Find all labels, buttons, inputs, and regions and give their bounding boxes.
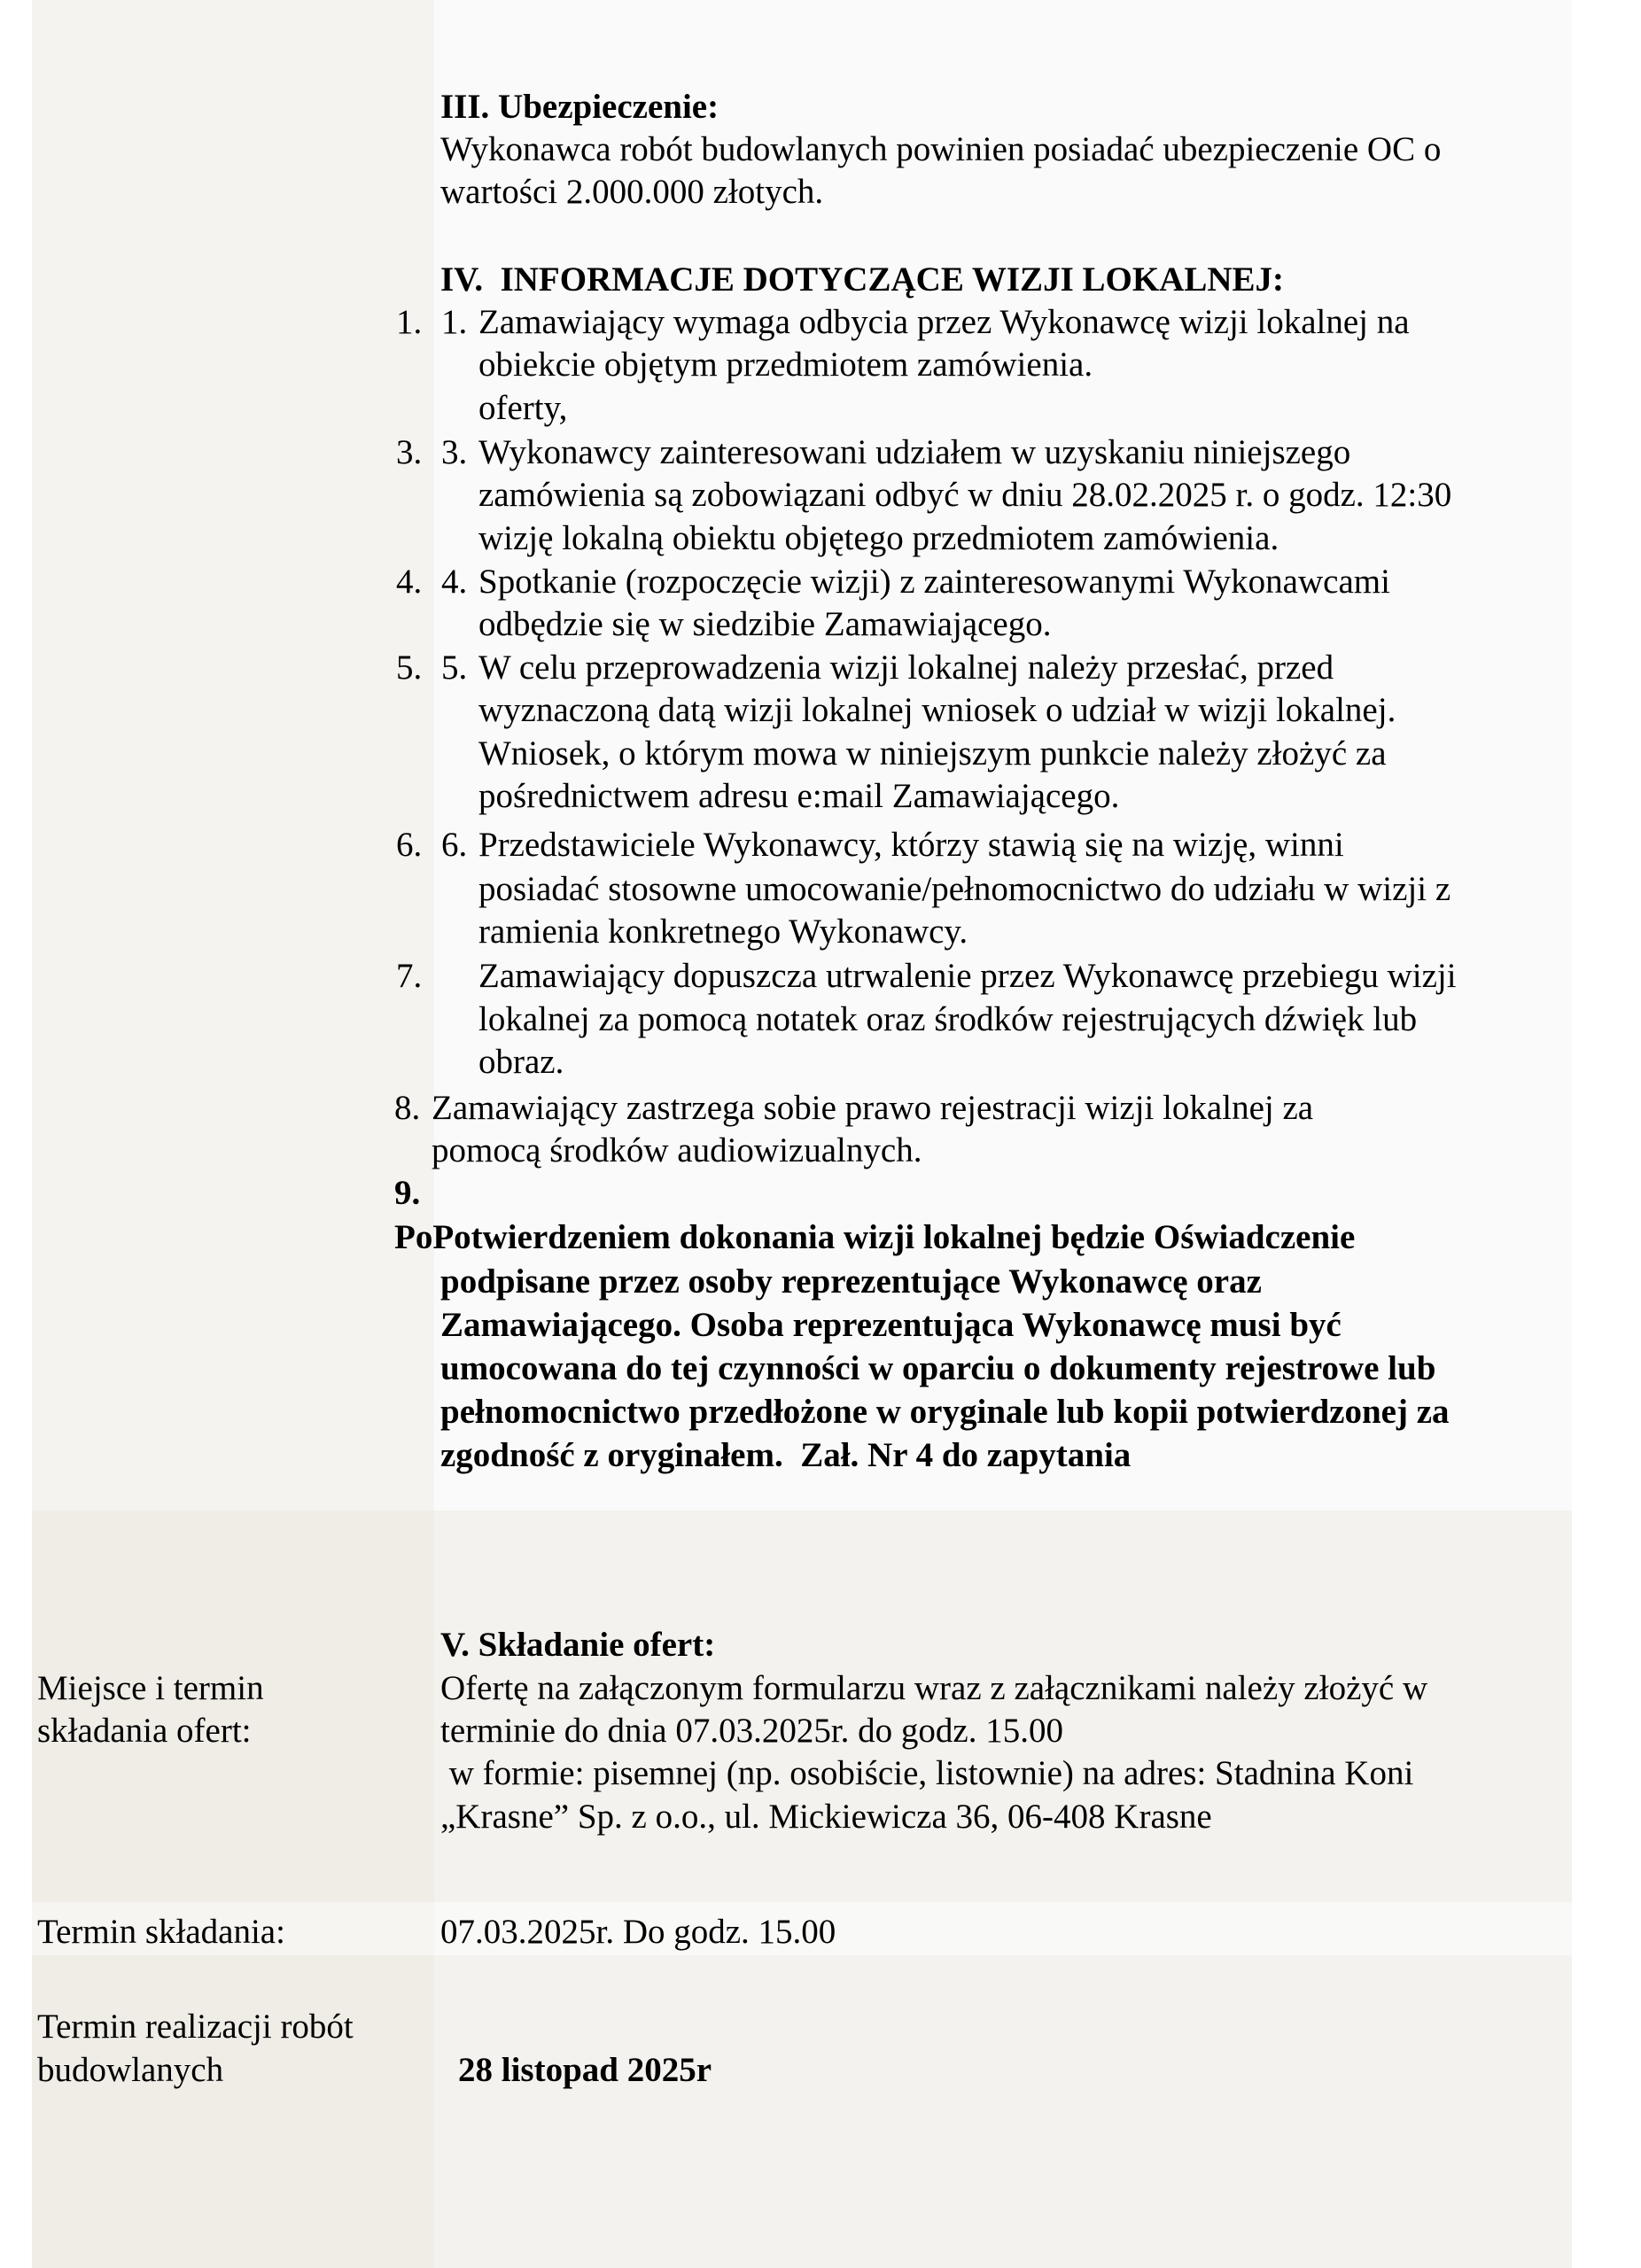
list-number-outer: 6. xyxy=(396,826,423,864)
paragraph-line: Wykonawca robót budowlanych powinien posiadać ubezpieczenie OC o xyxy=(440,130,1442,168)
list-item-line: ramienia konkretnego Wykonawcy. xyxy=(478,913,968,951)
list-number-inner: 3. xyxy=(441,433,468,471)
list-item-line: wizję lokalną obiektu objętego przedmiotem zamówienia. xyxy=(478,519,1279,557)
list-item-line-bold: PoPotwierdzeniem dokonania wizji lokalnej będzie Oświadczenie xyxy=(394,1218,1356,1256)
completion-date-value: 28 listopad 2025r xyxy=(458,2051,712,2089)
list-item-line: lokalnej za pomocą notatek oraz środków rejestrujących dźwięk lub xyxy=(478,1000,1418,1038)
table-cell-label-completion xyxy=(32,1955,434,2268)
list-item-line: Wykonawcy zainteresowani udziałem w uzyskaniu niniejszego xyxy=(478,433,1351,471)
list-item-line: Zamawiający wymaga odbycia przez Wykonawcę wizji lokalnej na xyxy=(478,303,1410,341)
list-item-line: Wniosek, o którym mowa w niniejszym punkcie należy złożyć za xyxy=(478,734,1387,773)
list-number-inner: 1. xyxy=(441,303,468,341)
list-number-outer: 7. xyxy=(396,957,423,995)
table-cell-content-completion xyxy=(434,1955,1572,2268)
list-number-inner: 6. xyxy=(441,826,468,864)
list-item-line: Zamawiający zastrzega sobie prawo rejestracji wizji lokalnej za xyxy=(432,1089,1314,1127)
list-item-line: Przedstawiciele Wykonawcy, którzy stawią się na wizję, winni xyxy=(478,826,1344,864)
section-heading-insurance: III. Ubezpieczenie: xyxy=(440,88,719,126)
list-item-line: Zamawiający dopuszcza utrwalenie przez Wykonawcę przebiegu wizji xyxy=(478,957,1457,995)
list-item-line-bold: pełnomocnictwo przedłożone w oryginale lub kopii potwierdzonej za xyxy=(440,1393,1450,1431)
list-item-line: pośrednictwem adresu e:mail Zamawiającego. xyxy=(478,777,1120,815)
list-item-line: Spotkanie (rozpoczęcie wizji) z zainteresowanymi Wykonawcami xyxy=(478,563,1390,601)
row-label-line: składania ofert: xyxy=(37,1712,252,1750)
list-item-line: posiadać stosowne umocowanie/pełnomocnictwo do udziału w wizji z xyxy=(478,870,1451,908)
row-label-line: Termin realizacji robót xyxy=(37,2008,354,2046)
list-number-inner: 4. xyxy=(441,563,468,601)
deadline-value: 07.03.2025r. Do godz. 15.00 xyxy=(440,1913,836,1951)
list-item-line-bold: Zamawiającego. Osoba reprezentująca Wykonawcę musi być xyxy=(440,1306,1342,1344)
list-item-line: obraz. xyxy=(478,1043,564,1081)
list-number-outer: 8. xyxy=(394,1089,421,1127)
section-heading-site-visit: IV. INFORMACJE DOTYCZĄCE WIZJI LOKALNEJ: xyxy=(440,260,1285,299)
list-item-line-bold: podpisane przez osoby reprezentujące Wykonawcę oraz xyxy=(440,1262,1262,1301)
list-item-line: obiekcie objętym przedmiotem zamówienia. xyxy=(478,346,1093,384)
paragraph-line: w formie: pisemnej (np. osobiście, listownie) na adres: Stadnina Koni xyxy=(440,1754,1414,1792)
list-item-line-bold: zgodność z oryginałem. Zał. Nr 4 do zapytania xyxy=(440,1436,1132,1474)
paragraph-line: terminie do dnia 07.03.2025r. do godz. 15.00 xyxy=(440,1712,1063,1750)
row-label-line: budowlanych xyxy=(37,2051,224,2089)
section-heading-offers: V. Składanie ofert: xyxy=(440,1626,716,1664)
list-item-line-bold: umocowana do tej czynności w oparciu o dokumenty rejestrowe lub xyxy=(440,1349,1436,1387)
row-label-line: Miejsce i termin xyxy=(37,1669,264,1707)
list-item-line: oferty, xyxy=(478,389,568,427)
list-number-outer: 4. xyxy=(396,563,423,601)
list-item-line: W celu przeprowadzenia wizji lokalnej należy przesłać, przed xyxy=(478,649,1334,687)
list-number-outer: 5. xyxy=(396,649,423,687)
list-item-line: wyznaczoną datą wizji lokalnej wniosek o udział w wizji lokalnej. xyxy=(478,691,1396,729)
list-item-line: pomocą środków audiowizualnych. xyxy=(432,1131,922,1169)
row-label-deadline: Termin składania: xyxy=(37,1913,285,1951)
list-number-outer: 3. xyxy=(396,433,423,471)
list-item-line: odbędzie się w siedzibie Zamawiającego. xyxy=(478,605,1052,643)
table-cell-label-top xyxy=(32,0,434,1511)
list-number-outer: 9. xyxy=(394,1174,421,1212)
list-number-inner: 5. xyxy=(441,649,468,687)
list-item-line: zamówienia są zobowiązani odbyć w dniu 28.02.2025 r. o godz. 12:30 xyxy=(478,476,1452,514)
paragraph-line: Ofertę na załączonym formularzu wraz z załącznikami należy złożyć w xyxy=(440,1669,1428,1707)
paragraph-line: wartości 2.000.000 złotych. xyxy=(440,173,824,211)
list-number-outer: 1. xyxy=(396,303,423,341)
paragraph-line: „Krasne” Sp. z o.o., ul. Mickiewicza 36, 06-408 Krasne xyxy=(440,1798,1212,1836)
